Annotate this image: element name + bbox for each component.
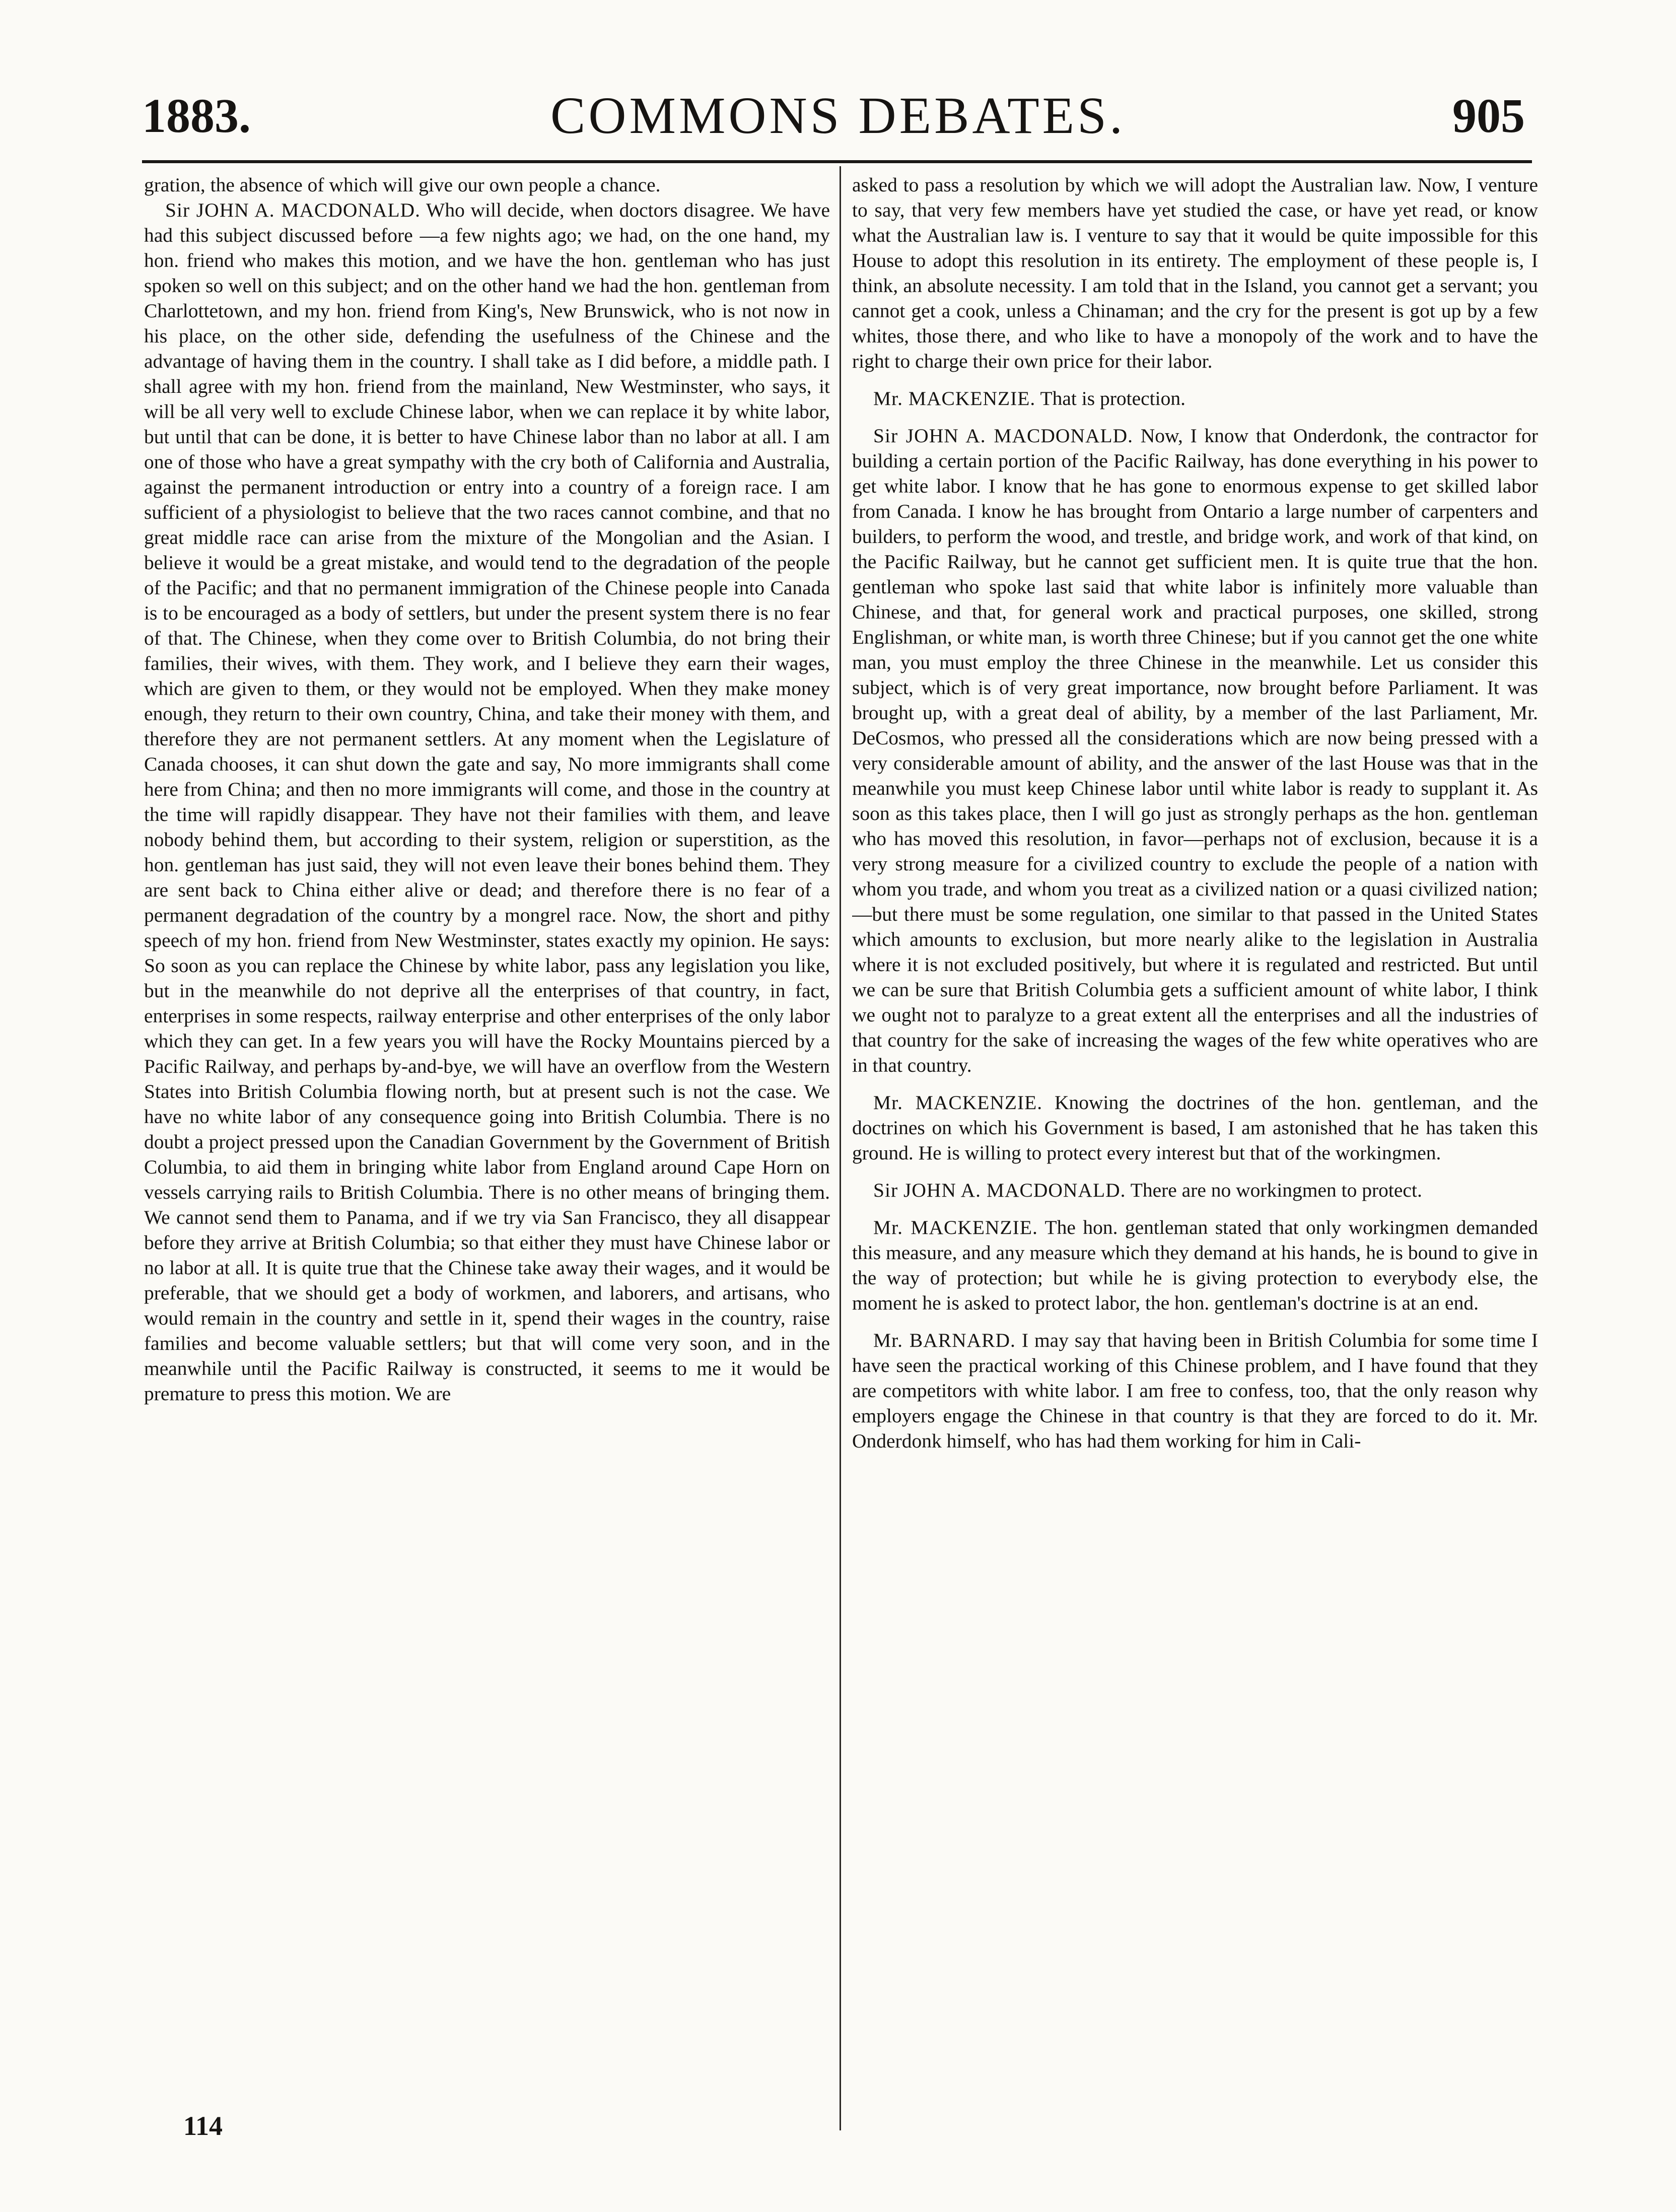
speaker-name: Sir JOHN A. MACDONALD. <box>873 425 1134 447</box>
speech-text: There are no workingmen to protect. <box>1130 1179 1422 1201</box>
speaker-name: Sir JOHN A. MACDONALD. <box>873 1179 1126 1201</box>
page-number: 905 <box>1452 89 1525 143</box>
paragraph-text: asked to pass a resolution by which we will adopt the Australian law. Now, I venture to say, that very few members have yet studied the case, or have yet read, or know what the Australian law is. I venture to say that it would be quite impossible for this House to adopt this resolution in its entirety. The employment of these people is, I think, an absolute necessity. I am told that in the Island, you cannot get a servant; you cannot get a cook, unless a Chinaman; and the cry for the present is got up by a few whites, those there, and who like to have a monopoly of the work and to have the right to charge their own price for their labor. <box>852 174 1538 372</box>
speech-paragraph <box>144 197 830 1406</box>
speech-paragraph <box>852 1328 1538 1454</box>
speech-paragraph <box>852 1215 1538 1316</box>
speech-text: That is protection. <box>1040 387 1185 409</box>
speech-paragraph <box>852 1178 1538 1203</box>
speaker-name: Mr. MACKENZIE. <box>873 1091 1043 1114</box>
speech-text: Now, I know that Onderdonk, the contractor for building a certain portion of the Pacific Railway, has done everything in his power to get white labor. I know that he has gone to enormous expense to get skilled labor from Canada. I know he has brought from Ontario a large number of carpenters and builders, to perform the wood, and trestle, and bridge work, and work of that kind, on the Pacific Railway, but he cannot get sufficient men. It is quite true that the hon. gentleman who spoke last said that white labor is infinitely more valuable than Chinese, and that, for general work and practical purposes, one skilled, strong Englishman, or white man, is worth three Chinese; but if you cannot get the one white man, you must employ the three Chinese in the meanwhile. Let us consider this subject, which is of very great importance, now brought before Parliament. It was brought up, with a great deal of ability, by a member of the last Parliament, Mr. DeCosmos, who pressed all the considerations which are now being pressed with a very considerable amount of ability, and the answer of the last House was that in the meanwhile you must keep Chinese labor until white labor is ready to supplant it. As soon as this takes place, then I will go just as strongly perhaps as the hon. gentleman who has moved this resolution, in favor—perhaps not of exclusion, because it is a very strong measure for a civilized country to exclude the people of a nation with whom you trade, and whom you treat as a civilized nation or a quasi civilized nation;—but there must be some regulation, one similar to that passed in the United States which amounts to exclusion, but more nearly alike to the legislation in Australia where it is not excluded positively, but where it is regulated and restricted. But until we can be sure that British Columbia gets a sufficient amount of white labor, I think we ought not to paralyze to a great extent all the enterprises and all the industries of that country for the sake of increasing the wages of the few white operatives who are in that country. <box>852 425 1538 1076</box>
speaker-name: Mr. BARNARD. <box>873 1329 1016 1351</box>
paragraph-text: gration, the absence of which will give our own people a chance. <box>144 174 661 196</box>
speech-text: I may say that having been in British Columbia for some time I have seen the practical working of this Chinese problem, and I have found that they are competitors with white labor. I am free to confess, too, that the only reason why employers engage the Chinese in that country is that they are forced to do it. Mr. Onderdonk himself, who has had them working for him in Cali- <box>852 1329 1538 1452</box>
header-rule <box>142 160 1532 163</box>
speaker-name: Mr. MACKENZIE. <box>873 1216 1038 1238</box>
speech-text: The hon. gentleman stated that only workingmen demanded this measure, and any measure which they demand at his hands, he is bound to give in the way of protection; but while he is giving protection to everybody else, the moment he is asked to protect labor, the hon. gentleman's doctrine is at an end. <box>852 1216 1538 1314</box>
paragraph-continuation <box>144 172 830 197</box>
speaker-name: Mr. MACKENZIE. <box>873 387 1036 409</box>
left-column <box>144 172 830 2106</box>
header-year: 1883. <box>142 89 251 143</box>
speech-text: Knowing the doctrines of the hon. gentleman, and the doctrines on which his Government is based, I am astonished that he has taken this ground. He is willing to protect every interest but that of the workingmen. <box>852 1091 1538 1164</box>
speaker-name: Sir JOHN A. MACDONALD. <box>165 199 421 221</box>
right-column <box>852 172 1538 2106</box>
column-divider <box>840 166 841 2130</box>
page-title: COMMONS DEBATES. <box>550 87 1126 145</box>
folio-number: 114 <box>183 2111 223 2141</box>
paragraph-continuation <box>852 172 1538 374</box>
speech-paragraph <box>852 1090 1538 1165</box>
speech-paragraph <box>852 386 1538 411</box>
speech-text: Who will decide, when doctors disagree. We have had this subject discussed before —a few nights ago; we had, on the one hand, my hon. friend who makes this motion, and we have the hon. gentleman who has just spoken so well on this subject; and on the other hand we had the hon. gentleman from Charlottetown, and my hon. friend from King's, New Brunswick, who is not now in his place, on the other side, defending the usefulness of the Chinese and the advantage of having them in the country. I shall take as I did before, a middle path. I shall agree with my hon. friend from the mainland, New Westminster, who says, it will be all very well to exclude Chinese labor, when we can replace it by white labor, but until that can be done, it is better to have Chinese labor than no labor at all. I am one of those who have a great sympathy with the cry both of California and Australia, against the permanent introduction or entry into a country of a foreign race. I am sufficient of a physiologist to believe that the two races cannot combine, and that no great middle race can arise from the mixture of the Mongolian and the Asian. I believe it would be a great mistake, and would tend to the degradation of the people of the Pacific; and that no permanent immigration of the Chinese people into Canada is to be encouraged as a body of settlers, but under the present system there is no fear of that. The Chinese, when they come over to British Columbia, do not bring their families, their wives, with them. They work, and I believe they earn their wages, which are given to them, or they would not be employed. When they make money enough, they return to their own country, China, and take their money with them, and therefore they are not permanent settlers. At any moment when the Legislature of Canada chooses, it can shut down the gate and say, No more immigrants shall come here from China; and then no more immigrants will come, and those in the country at the time will rapidly disappear. They have not their families with them, and leave nobody behind them, but according to their system, religion or superstition, as the hon. gentleman has just said, they will not even leave their bones behind them. They are sent back to China either alive or dead; and therefore there is no fear of a permanent degradation of the country by a mongrel race. Now, the short and pithy speech of my hon. friend from New Westminster, states exactly my opinion. He says: So soon as you can replace the Chinese by white labor, pass any legislation you like, but in the meanwhile do not deprive all the enterprises of that country, in fact, enterprises in some respects, railway enterprise and other enterprises of the only labor which they can get. In a few years you will have the Rocky Mountains pierced by a Pacific Railway, and perhaps by-and-bye, we will have an overflow from the Western States into British Columbia flowing north, but at present such is not the case. We have no white labor of any consequence going into British Columbia. There is no doubt a project pressed upon the Canadian Government by the Government of British Columbia, to aid them in bringing white labor from England around Cape Horn on vessels carrying rails to British Columbia. There is no other means of bringing them. We cannot send them to Panama, and if we try via San Francisco, they all disappear before they arrive at British Columbia; so that either they must have Chinese labor or no labor at all. It is quite true that the Chinese take away their wages, and it would be preferable, that we should get a body of workmen, and laborers, and artisans, who would remain in the country and settle in it, spend their wages in the country, raise families and become valuable settlers; but that will come very soon, and in the meanwhile until the Pacific Railway is constructed, it seems to me it would be premature to press this motion. We are <box>144 199 830 1405</box>
speech-paragraph <box>852 423 1538 1078</box>
